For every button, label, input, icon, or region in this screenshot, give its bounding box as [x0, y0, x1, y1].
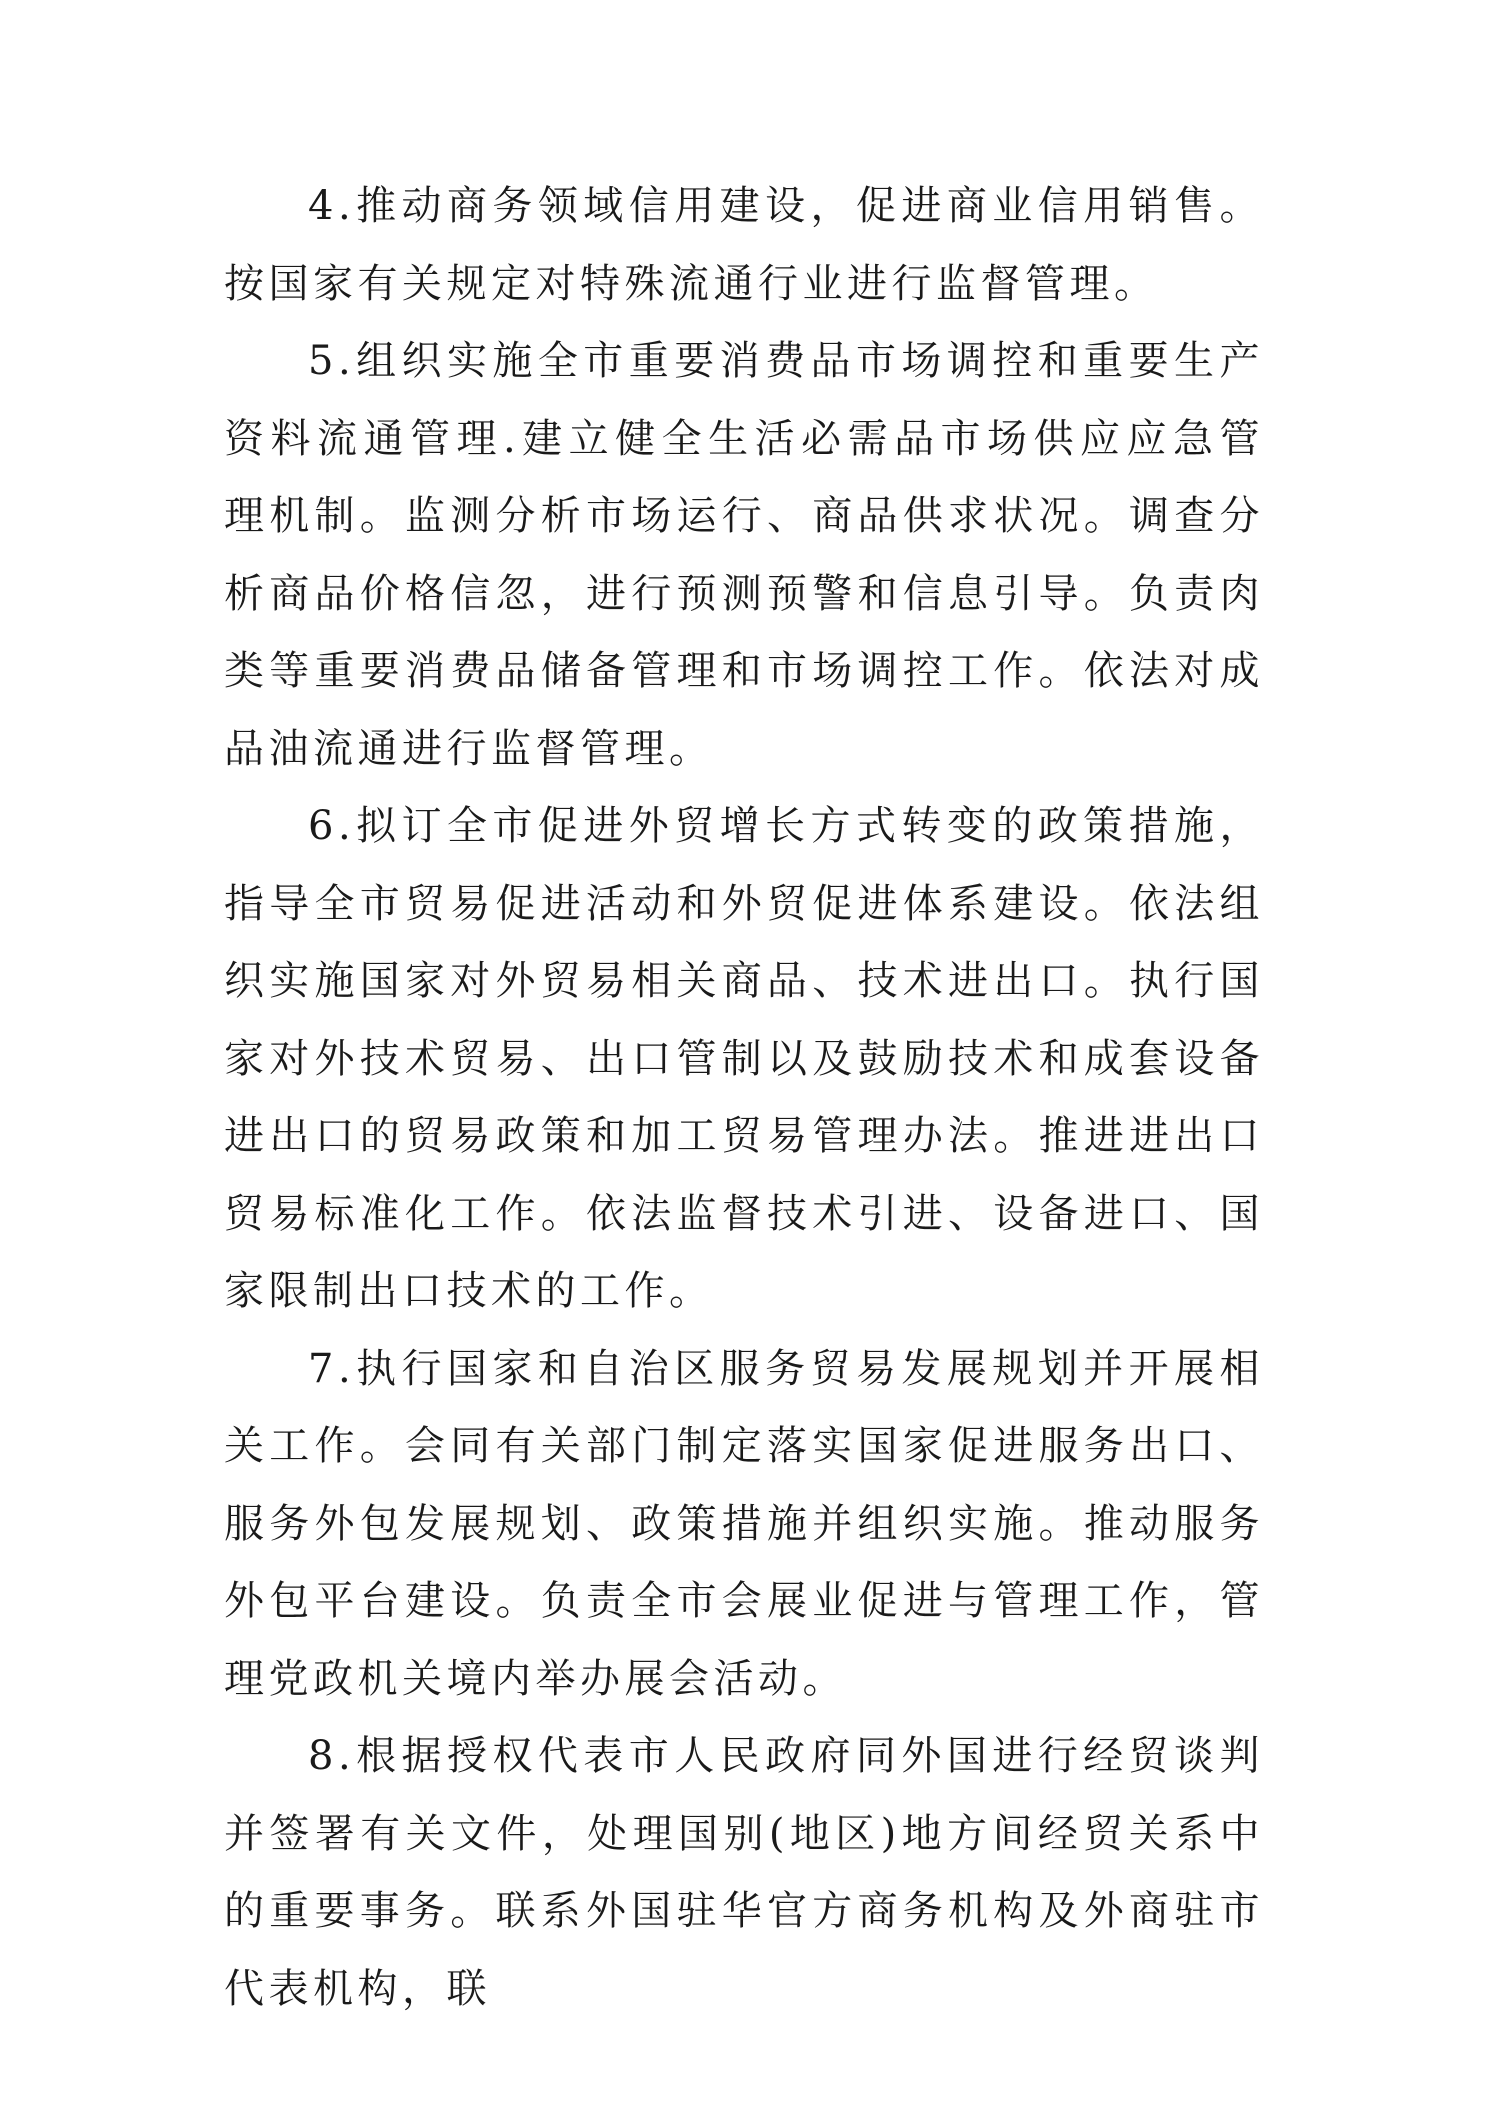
document-body [224, 168, 1264, 2028]
paragraph-item-4: 4.推动商务领域信用建设，促进商业信用销售。按国家有关规定对特殊流通行业进行监督管理。 [224, 183, 1264, 307]
paragraph-item-5: 5.组织实施全市重要消费品市场调控和重要生产资料流通管理.建立健全生活必需品市场供应应急管理机制。监测分析市场运行、商品供求状况。调查分析商品价格信忽，进行预测预警和信息引导。负责肉类等重要消费品储备管理和市场调控工作。依法对成品油流通进行监督管理。 [224, 338, 1264, 772]
paragraph-item-7: 7.执行国家和自治区服务贸易发展规划并开展相关工作。会同有关部门制定落实国家促进服务出口、服务外包发展规划、政策措施并组织实施。推动服务外包平台建设。负责全市会展业促进与管理工作，管理党政机关境内举办展会活动。 [224, 1345, 1264, 1702]
paragraph-item-8: 8.根据授权代表市人民政府同外国进行经贸谈判并签署有关文件，处理国别(地区)地方间经贸关系中的重要事务。联系外国驻华官方商务机构及外商驻市代表机构，联 [224, 1733, 1264, 2012]
paragraph-item-6: 6.拟订全市促进外贸增长方式转变的政策措施，指导全市贸易促进活动和外贸促进体系建设。依法组织实施国家对外贸易相关商品、技术进出口。执行国家对外技术贸易、出口管制以及鼓励技术和成套设备进出口的贸易政策和加工贸易管理办法。推进进出口贸易标准化工作。依法监督技术引进、设备进口、国家限制出口技术的工作。 [224, 803, 1264, 1314]
